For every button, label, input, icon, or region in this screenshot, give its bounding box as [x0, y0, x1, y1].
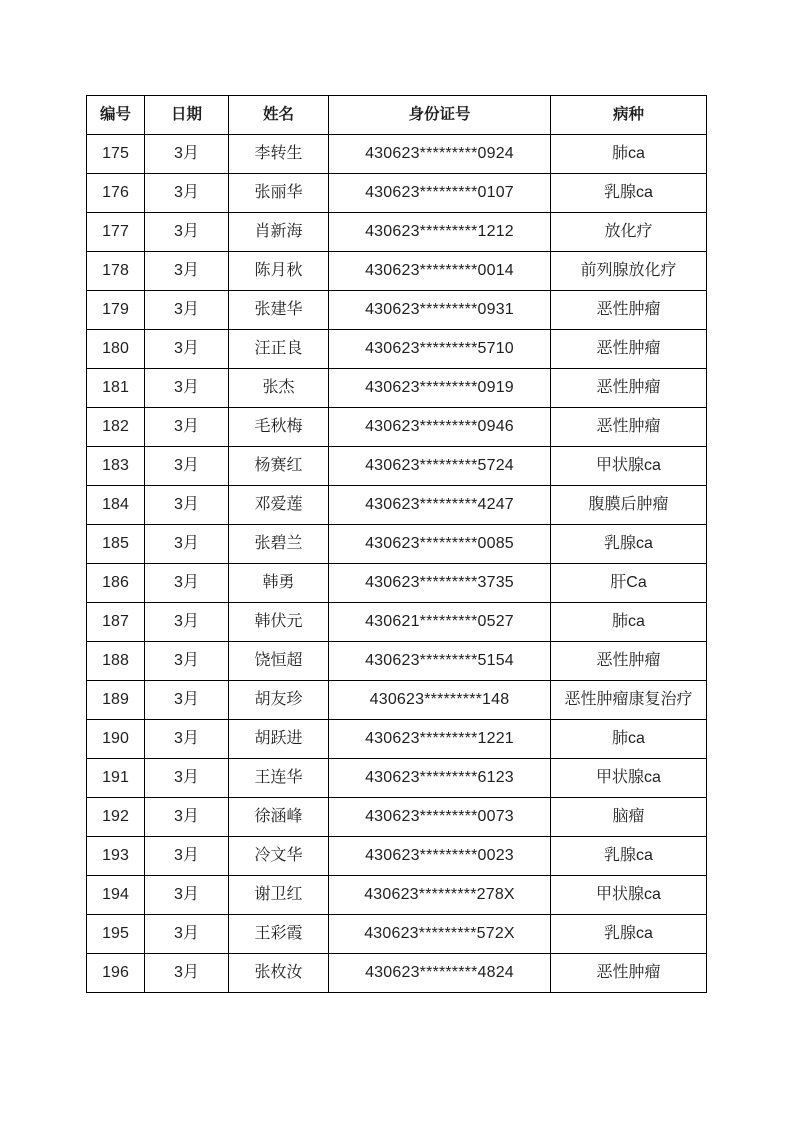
cell-disease: 恶性肿瘤: [551, 291, 707, 330]
cell-name: 韩伏元: [229, 603, 329, 642]
cell-number: 182: [87, 408, 145, 447]
cell-date: 3月: [145, 369, 229, 408]
cell-date: 3月: [145, 447, 229, 486]
column-header-id-number: 身份证号: [329, 96, 551, 135]
cell-disease: 恶性肿瘤: [551, 408, 707, 447]
cell-disease: 肺ca: [551, 720, 707, 759]
table-row: [87, 642, 707, 681]
cell-name: 王连华: [229, 759, 329, 798]
patient-records-table: [86, 95, 707, 993]
cell-date: 3月: [145, 408, 229, 447]
cell-name: 汪正良: [229, 330, 329, 369]
cell-disease: 甲状腺ca: [551, 447, 707, 486]
cell-name: 张枚汝: [229, 954, 329, 993]
cell-id-number: 430623*********1212: [329, 213, 551, 252]
cell-name: 张碧兰: [229, 525, 329, 564]
table-row: [87, 135, 707, 174]
cell-date: 3月: [145, 798, 229, 837]
cell-number: 192: [87, 798, 145, 837]
cell-name: 张杰: [229, 369, 329, 408]
cell-id-number: 430623*********0073: [329, 798, 551, 837]
cell-disease: 前列腺放化疗: [551, 252, 707, 291]
cell-date: 3月: [145, 564, 229, 603]
cell-id-number: 430623*********572X: [329, 915, 551, 954]
cell-date: 3月: [145, 252, 229, 291]
cell-name: 李转生: [229, 135, 329, 174]
cell-number: 190: [87, 720, 145, 759]
cell-id-number: 430623*********0107: [329, 174, 551, 213]
table-row: [87, 603, 707, 642]
cell-number: 186: [87, 564, 145, 603]
cell-id-number: 430623*********4247: [329, 486, 551, 525]
cell-date: 3月: [145, 174, 229, 213]
cell-number: 189: [87, 681, 145, 720]
cell-name: 韩勇: [229, 564, 329, 603]
cell-date: 3月: [145, 954, 229, 993]
column-header-disease: 病种: [551, 96, 707, 135]
table-row: [87, 954, 707, 993]
cell-name: 王彩霞: [229, 915, 329, 954]
table-row: [87, 798, 707, 837]
cell-id-number: 430623*********0931: [329, 291, 551, 330]
cell-date: 3月: [145, 642, 229, 681]
cell-name: 胡跃进: [229, 720, 329, 759]
cell-number: 184: [87, 486, 145, 525]
table-row: [87, 252, 707, 291]
cell-disease: 肝Ca: [551, 564, 707, 603]
cell-id-number: 430623*********278X: [329, 876, 551, 915]
cell-disease: 甲状腺ca: [551, 876, 707, 915]
cell-id-number: 430623*********0014: [329, 252, 551, 291]
table-row: [87, 564, 707, 603]
cell-date: 3月: [145, 876, 229, 915]
cell-id-number: 430623*********0919: [329, 369, 551, 408]
table-row: [87, 369, 707, 408]
cell-number: 183: [87, 447, 145, 486]
cell-disease: 甲状腺ca: [551, 759, 707, 798]
cell-number: 176: [87, 174, 145, 213]
cell-id-number: 430623*********0946: [329, 408, 551, 447]
cell-id-number: 430623*********5724: [329, 447, 551, 486]
cell-disease: 肺ca: [551, 135, 707, 174]
cell-disease: 脑瘤: [551, 798, 707, 837]
cell-id-number: 430623*********3735: [329, 564, 551, 603]
cell-date: 3月: [145, 759, 229, 798]
cell-disease: 乳腺ca: [551, 915, 707, 954]
cell-number: 180: [87, 330, 145, 369]
cell-date: 3月: [145, 291, 229, 330]
cell-number: 179: [87, 291, 145, 330]
cell-disease: 恶性肿瘤康复治疗: [551, 681, 707, 720]
cell-id-number: 430623*********0924: [329, 135, 551, 174]
column-header-number: 编号: [87, 96, 145, 135]
cell-number: 187: [87, 603, 145, 642]
cell-number: 177: [87, 213, 145, 252]
table-row: [87, 876, 707, 915]
cell-name: 饶恒超: [229, 642, 329, 681]
cell-id-number: 430623*********4824: [329, 954, 551, 993]
cell-disease: 乳腺ca: [551, 525, 707, 564]
cell-disease: 腹膜后肿瘤: [551, 486, 707, 525]
cell-number: 185: [87, 525, 145, 564]
cell-date: 3月: [145, 330, 229, 369]
table-row: [87, 525, 707, 564]
cell-id-number: 430623*********148: [329, 681, 551, 720]
cell-disease: 放化疗: [551, 213, 707, 252]
table-row: [87, 486, 707, 525]
table-row: [87, 213, 707, 252]
cell-number: 178: [87, 252, 145, 291]
cell-number: 191: [87, 759, 145, 798]
column-header-date: 日期: [145, 96, 229, 135]
cell-date: 3月: [145, 213, 229, 252]
cell-number: 196: [87, 954, 145, 993]
table-row: [87, 837, 707, 876]
cell-date: 3月: [145, 837, 229, 876]
cell-date: 3月: [145, 486, 229, 525]
cell-id-number: 430623*********1221: [329, 720, 551, 759]
cell-disease: 恶性肿瘤: [551, 330, 707, 369]
cell-id-number: 430623*********0023: [329, 837, 551, 876]
cell-number: 195: [87, 915, 145, 954]
cell-number: 181: [87, 369, 145, 408]
table-row: [87, 174, 707, 213]
table-row: [87, 291, 707, 330]
column-header-name: 姓名: [229, 96, 329, 135]
cell-name: 冷文华: [229, 837, 329, 876]
cell-name: 肖新海: [229, 213, 329, 252]
cell-disease: 乳腺ca: [551, 837, 707, 876]
cell-name: 陈月秋: [229, 252, 329, 291]
cell-number: 193: [87, 837, 145, 876]
cell-id-number: 430623*********6123: [329, 759, 551, 798]
cell-number: 188: [87, 642, 145, 681]
cell-date: 3月: [145, 603, 229, 642]
cell-name: 徐涵峰: [229, 798, 329, 837]
cell-name: 张建华: [229, 291, 329, 330]
header-row: [87, 96, 707, 135]
table-row: [87, 720, 707, 759]
cell-name: 杨赛红: [229, 447, 329, 486]
cell-name: 胡友珍: [229, 681, 329, 720]
cell-disease: 乳腺ca: [551, 174, 707, 213]
cell-disease: 肺ca: [551, 603, 707, 642]
cell-disease: 恶性肿瘤: [551, 369, 707, 408]
cell-id-number: 430623*********5154: [329, 642, 551, 681]
table-row: [87, 330, 707, 369]
cell-disease: 恶性肿瘤: [551, 954, 707, 993]
table-row: [87, 915, 707, 954]
cell-name: 毛秋梅: [229, 408, 329, 447]
table-row: [87, 447, 707, 486]
cell-date: 3月: [145, 915, 229, 954]
cell-number: 194: [87, 876, 145, 915]
cell-id-number: 430621*********0527: [329, 603, 551, 642]
table-row: [87, 681, 707, 720]
cell-id-number: 430623*********5710: [329, 330, 551, 369]
cell-date: 3月: [145, 681, 229, 720]
cell-date: 3月: [145, 720, 229, 759]
cell-disease: 恶性肿瘤: [551, 642, 707, 681]
cell-name: 邓爱莲: [229, 486, 329, 525]
cell-id-number: 430623*********0085: [329, 525, 551, 564]
cell-number: 175: [87, 135, 145, 174]
table-row: [87, 759, 707, 798]
cell-date: 3月: [145, 525, 229, 564]
table-row: [87, 408, 707, 447]
cell-name: 张丽华: [229, 174, 329, 213]
cell-name: 谢卫红: [229, 876, 329, 915]
table-body: [87, 135, 707, 993]
cell-date: 3月: [145, 135, 229, 174]
